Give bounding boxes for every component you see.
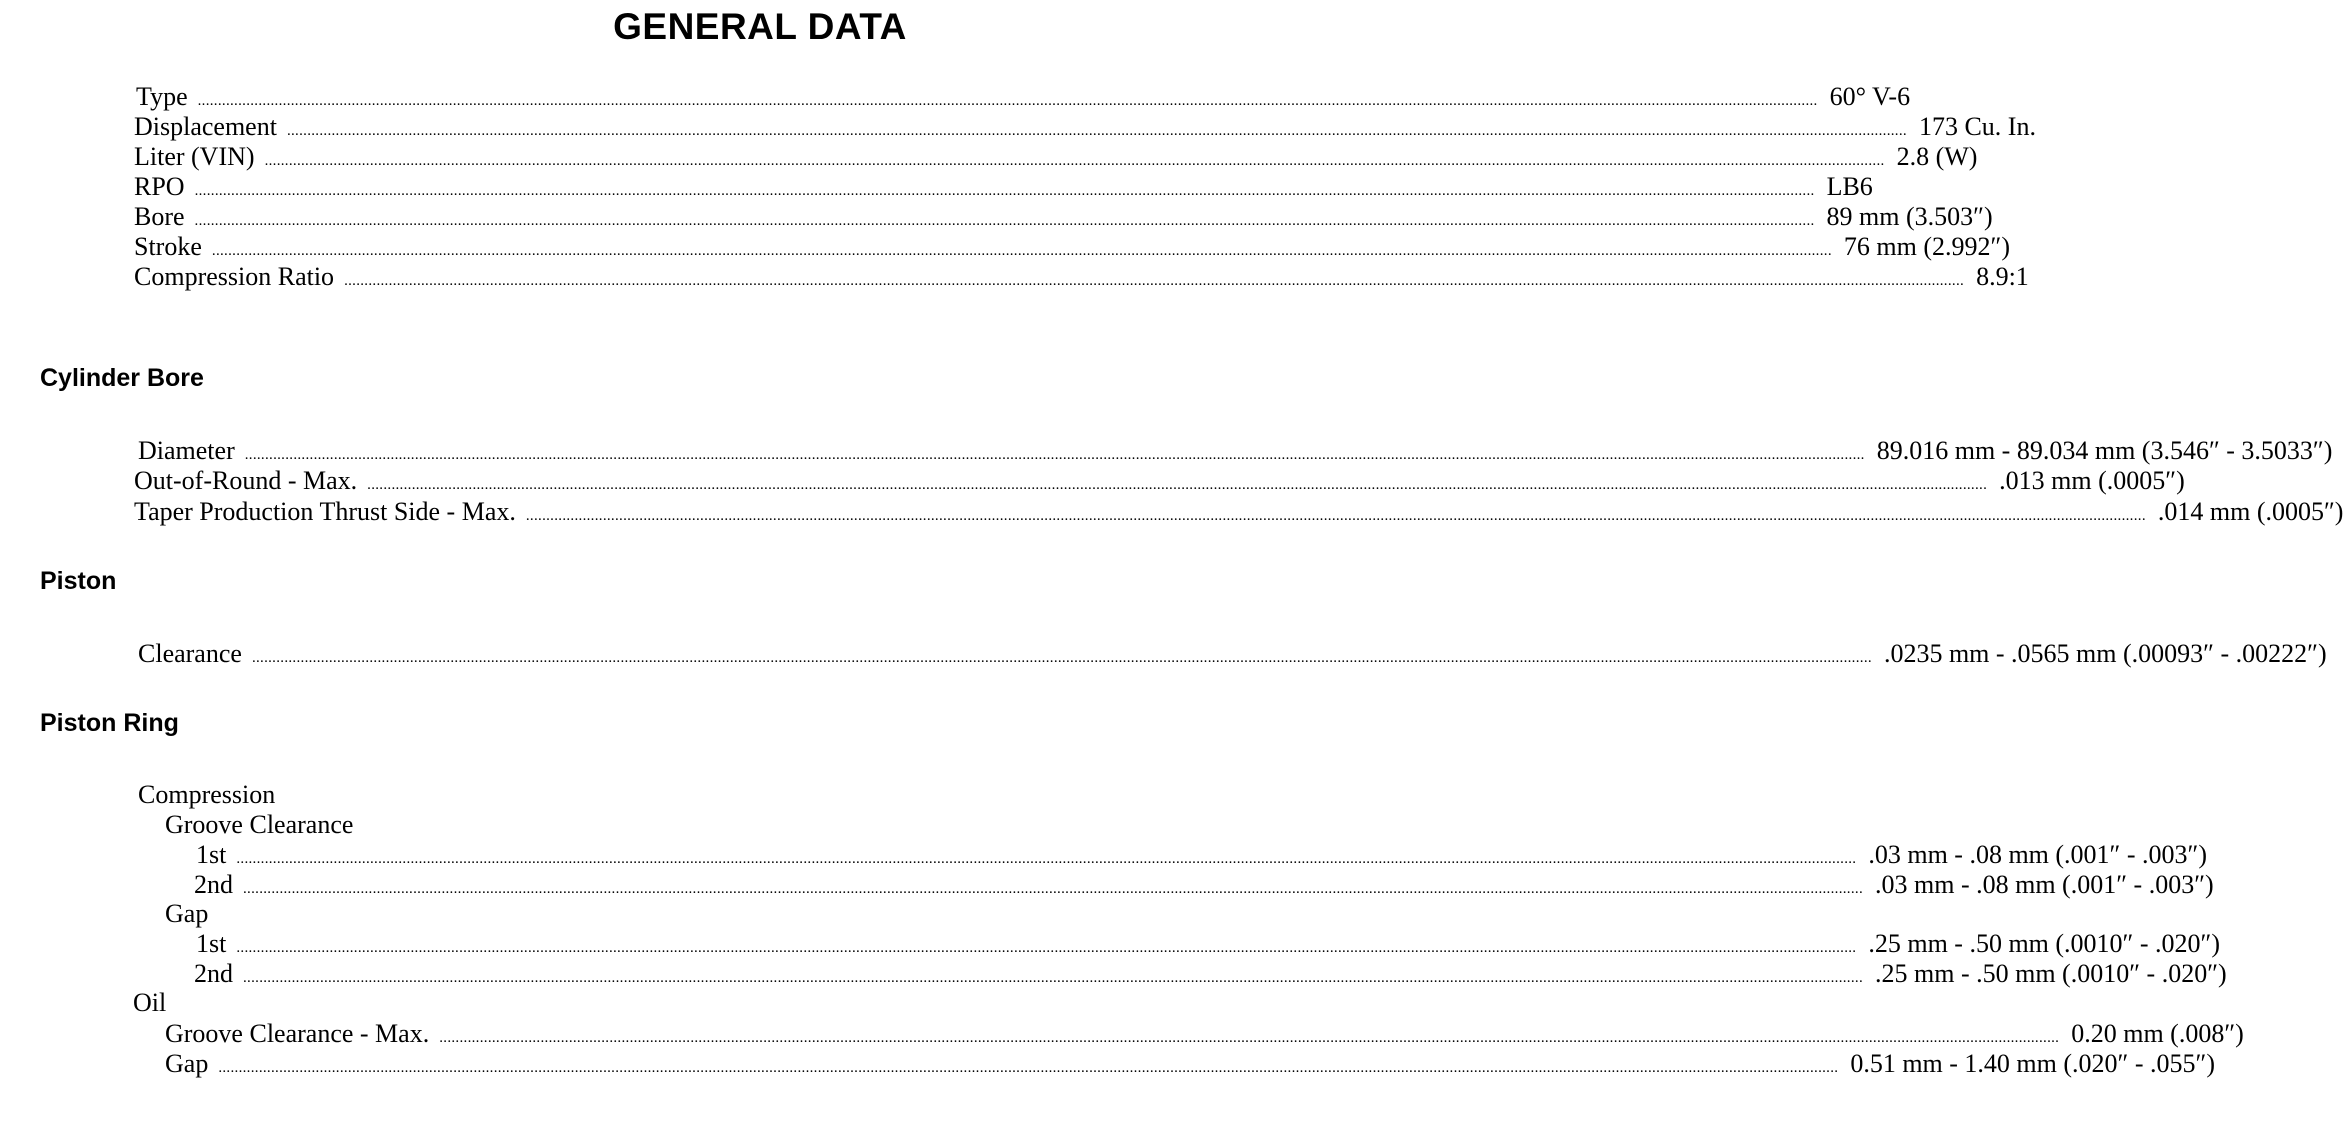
spec-value: .014 mm (.0005″) xyxy=(2157,497,2343,526)
spec-value: LB6 xyxy=(1826,172,1873,201)
section-heading-piston-ring: Piston Ring xyxy=(40,709,179,737)
spec-value: .013 mm (.0005″) xyxy=(1999,466,2185,495)
spec-row-groove-2nd xyxy=(194,870,2214,900)
spec-row-taper xyxy=(134,497,2343,527)
spec-row-groove-1st xyxy=(196,840,2208,870)
spec-value: .0235 mm - .0565 mm (.00093″ - .00222″) xyxy=(1883,639,2327,668)
leader-dots: ................................................................................................................................................................................................................................................................................................................................................................................................................ xyxy=(211,243,1832,259)
spec-value: .03 mm - .08 mm (.001″ - .003″) xyxy=(1868,840,2208,869)
leader-dots: ................................................................................................................................................................................................................................................................................................................................................................................................................ xyxy=(251,650,1872,666)
spec-label: 2nd xyxy=(194,959,233,988)
spec-label: Type xyxy=(136,82,188,111)
spec-value: 2.8 (W) xyxy=(1896,142,1978,171)
gap-label: Gap xyxy=(165,899,209,928)
compression-label: Compression xyxy=(138,780,276,809)
spec-label: Displacement xyxy=(134,112,277,141)
spec-row-compression-ratio xyxy=(134,262,2029,292)
spec-value: 76 mm (2.992″) xyxy=(1843,232,2010,261)
spec-value: 173 Cu. In. xyxy=(1918,112,2036,141)
oil-label: Oil xyxy=(133,988,167,1017)
spec-label: 1st xyxy=(196,840,227,869)
spec-row-rpo xyxy=(134,172,1873,202)
leader-dots: ................................................................................................................................................................................................................................................................................................................................................................................................................ xyxy=(236,940,1857,956)
spec-row-liter xyxy=(134,142,1978,172)
spec-label: Gap xyxy=(165,1049,209,1078)
leader-dots: ................................................................................................................................................................................................................................................................................................................................................................................................................ xyxy=(244,447,1865,463)
spec-row-bore xyxy=(134,202,1993,232)
leader-dots: ................................................................................................................................................................................................................................................................................................................................................................................................................ xyxy=(525,508,2146,524)
spec-label: Stroke xyxy=(134,232,202,261)
spec-label: 2nd xyxy=(194,870,233,899)
leader-dots: ................................................................................................................................................................................................................................................................................................................................................................................................................ xyxy=(243,970,1863,986)
spec-label: Taper Production Thrust Side - Max. xyxy=(134,497,516,526)
spec-label: Clearance xyxy=(138,639,242,668)
spec-value: 89.016 mm - 89.034 mm (3.546″ - 3.5033″) xyxy=(1876,436,2333,465)
spec-value: 0.51 mm - 1.40 mm (.020″ - .055″) xyxy=(1850,1049,2216,1078)
spec-row-oil-gap xyxy=(165,1049,2216,1079)
section-heading-piston: Piston xyxy=(40,567,117,595)
leader-dots: ................................................................................................................................................................................................................................................................................................................................................................................................................ xyxy=(197,93,1818,109)
spec-value: 8.9:1 xyxy=(1976,262,2029,291)
spec-label: Groove Clearance - Max. xyxy=(165,1019,430,1048)
spec-label: 1st xyxy=(196,929,227,958)
spec-row-displacement xyxy=(134,112,2036,142)
leader-dots: ................................................................................................................................................................................................................................................................................................................................................................................................................ xyxy=(344,273,1965,289)
spec-row-oil-groove-clearance xyxy=(165,1019,2244,1049)
spec-label: Liter (VIN) xyxy=(134,142,255,171)
spec-label: Out-of-Round - Max. xyxy=(134,466,358,495)
spec-row-out-of-round xyxy=(134,466,2185,496)
leader-dots: ................................................................................................................................................................................................................................................................................................................................................................................................................ xyxy=(367,477,1988,493)
leader-dots: ................................................................................................................................................................................................................................................................................................................................................................................................................ xyxy=(286,123,1907,139)
leader-dots: ................................................................................................................................................................................................................................................................................................................................................................................................................ xyxy=(236,851,1857,867)
spec-row-diameter xyxy=(138,436,2333,466)
spec-value: .03 mm - .08 mm (.001″ - .003″) xyxy=(1875,870,2214,899)
spec-value: 89 mm (3.503″) xyxy=(1826,202,1993,231)
groove-clearance-label: Groove Clearance xyxy=(165,810,354,839)
spec-value: 60° V-6 xyxy=(1829,82,1911,111)
spec-label: Diameter xyxy=(138,436,235,465)
spec-row-clearance xyxy=(138,639,2327,669)
leader-dots: ................................................................................................................................................................................................................................................................................................................................................................................................................ xyxy=(264,153,1885,169)
spec-row-type xyxy=(136,82,1911,112)
spec-value: .25 mm - .50 mm (.0010″ - .020″) xyxy=(1875,959,2227,988)
leader-dots: ................................................................................................................................................................................................................................................................................................................................................................................................................ xyxy=(439,1030,2060,1046)
spec-label: Compression Ratio xyxy=(134,262,335,291)
spec-row-gap-2nd xyxy=(194,959,2227,989)
page-title: GENERAL DATA xyxy=(613,6,907,47)
spec-label: Bore xyxy=(134,202,185,231)
spec-value: 0.20 mm (.008″) xyxy=(2071,1019,2244,1048)
leader-dots: ................................................................................................................................................................................................................................................................................................................................................................................................................ xyxy=(243,881,1863,897)
leader-dots: ................................................................................................................................................................................................................................................................................................................................................................................................................ xyxy=(218,1060,1839,1076)
leader-dots: ................................................................................................................................................................................................................................................................................................................................................................................................................ xyxy=(194,183,1815,199)
spec-value: .25 mm - .50 mm (.0010″ - .020″) xyxy=(1868,929,2221,958)
spec-label: RPO xyxy=(134,172,185,201)
spec-row-gap-1st xyxy=(196,929,2221,959)
spec-row-stroke xyxy=(134,232,2010,262)
section-heading-cylinder-bore: Cylinder Bore xyxy=(40,364,204,392)
leader-dots: ................................................................................................................................................................................................................................................................................................................................................................................................................ xyxy=(194,213,1815,229)
